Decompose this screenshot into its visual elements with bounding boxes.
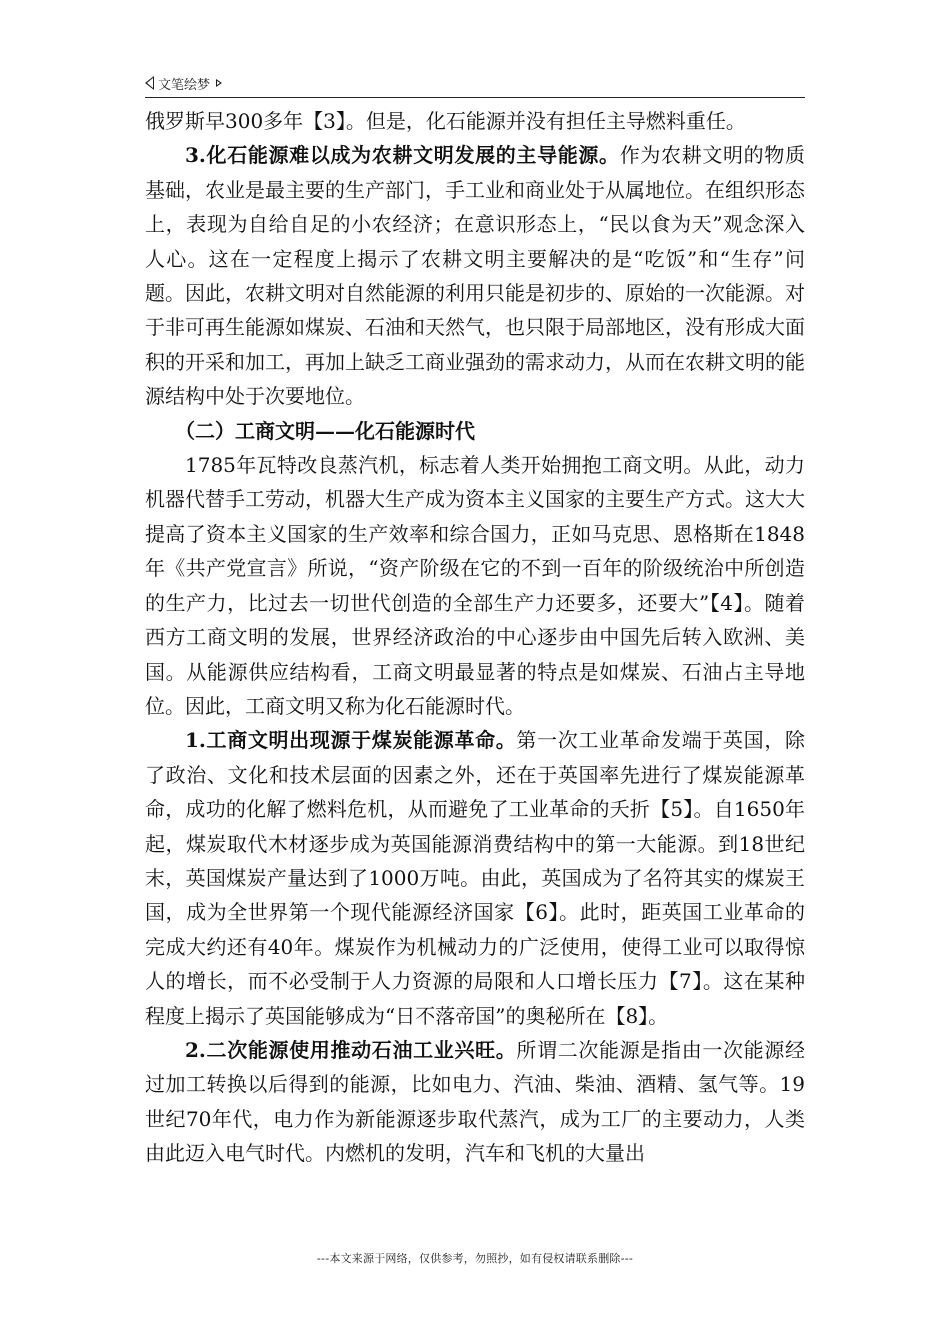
paragraph-text: 作为农耕文明的物质基础，农业是最主要的生产部门，手工业和商业处于从属地位。在组织形态上，表现为自给自足的小农经济；在意识形态上，“民以食为天”观念深入人心。这在一定程度上揭示了农耕文明主要解决的是“吃饭”和“生存”问题。因此，农耕文明对自然能源的利用只能是初步的、原始的一次能源。对于非可再生能源如煤炭、石油和天然气，也只限于局部地区，没有形成大面积的开采和加工，再加上缺乏工商业强劲的需求动力，从而在农耕文明的能源结构中处于次要地位。	[145, 143, 805, 409]
paragraph-text: 所谓二次能源是指由一次能源经过加工转换以后得到的能源，比如电力、汽油、柴油、酒精、氢气等。19世纪70年代，电力作为新能源逐步取代蒸汽，成为工厂的主要动力，人类由此迈入电气时代。内燃机的发明，汽车和飞机的大量出	[145, 1037, 805, 1166]
triangle-right-icon	[216, 79, 222, 87]
paragraph-text: 第一次工业革命发端于英国，除了政治、文化和技术层面的因素之外，还在于英国率先进行了煤炭能源革命，成功的化解了燃料危机，从而避免了工业革命的夭折【5】。自1650年起，煤炭取代木材逐步成为英国能源消费结构中的第一大能源。到18世纪末，英国煤炭产量达到了1000万吨。由此，英国成为了名符其实的煤炭王国，成为全世界第一个现代能源经济国家【6】。此时，距英国工业革命的完成大约还有40年。煤炭作为机械动力的广泛使用，使得工业可以取得惊人的增长，而不必受制于人力资源的局限和人口增长压力【7】。这在某种程度上揭示了英国能够成为“日不落帝国”的奥秘所在【8】。	[145, 728, 805, 1028]
paragraph-agrarian-energy	[145, 138, 805, 413]
paragraph-text: 俄罗斯早300多年【3】。但是，化石能源并没有担任主导燃料重任。	[145, 109, 746, 133]
header-brand	[145, 72, 805, 94]
brand-text: 文笔绘梦	[158, 77, 211, 93]
paragraph-coal-revolution	[145, 723, 805, 1033]
paragraph-lead: 2.二次能源使用推动石油工业兴旺。	[185, 1037, 517, 1062]
paragraph-lead: 1.工商文明出现源于煤炭能源革命。	[185, 728, 517, 753]
document-body	[145, 104, 805, 1171]
footer-notice: ---本文来源于网络，仅供参考，勿照抄，如有侵权请联系删除---	[316, 1252, 634, 1265]
paragraph-lead: 3.化石能源难以成为农耕文明发展的主导能源。	[185, 143, 620, 168]
paragraph-secondary-energy	[145, 1033, 805, 1171]
paragraph-continuation	[145, 104, 805, 138]
paragraph-text: 1785年瓦特改良蒸汽机，标志着人类开始拥抱工商文明。从此，动力机器代替手工劳动，机器大生产成为资本主义国家的主要生产方式。这大大提高了资本主义国家的生产效率和综合国力，正如马克思、恩格斯在1848年《共产党宣言》所说，“资产阶级在它的不到一百年的阶级统治中所创造的生产力，比过去一切世代创造的全部生产力还要多，还要大”【4】。随着西方工商文明的发展，世界经济政治的中心逐步由中国先后转入欧洲、美国。从能源供应结构看，工商文明最显著的特点是如煤炭、石油占主导地位。因此，工商文明又称为化石能源时代。	[145, 453, 805, 718]
header-divider	[145, 97, 805, 98]
page-header	[145, 72, 805, 98]
section-heading: （二）工商文明——化石能源时代	[175, 418, 475, 443]
paragraph-industrial-civilization	[145, 448, 805, 723]
triangle-left-icon	[145, 76, 154, 90]
